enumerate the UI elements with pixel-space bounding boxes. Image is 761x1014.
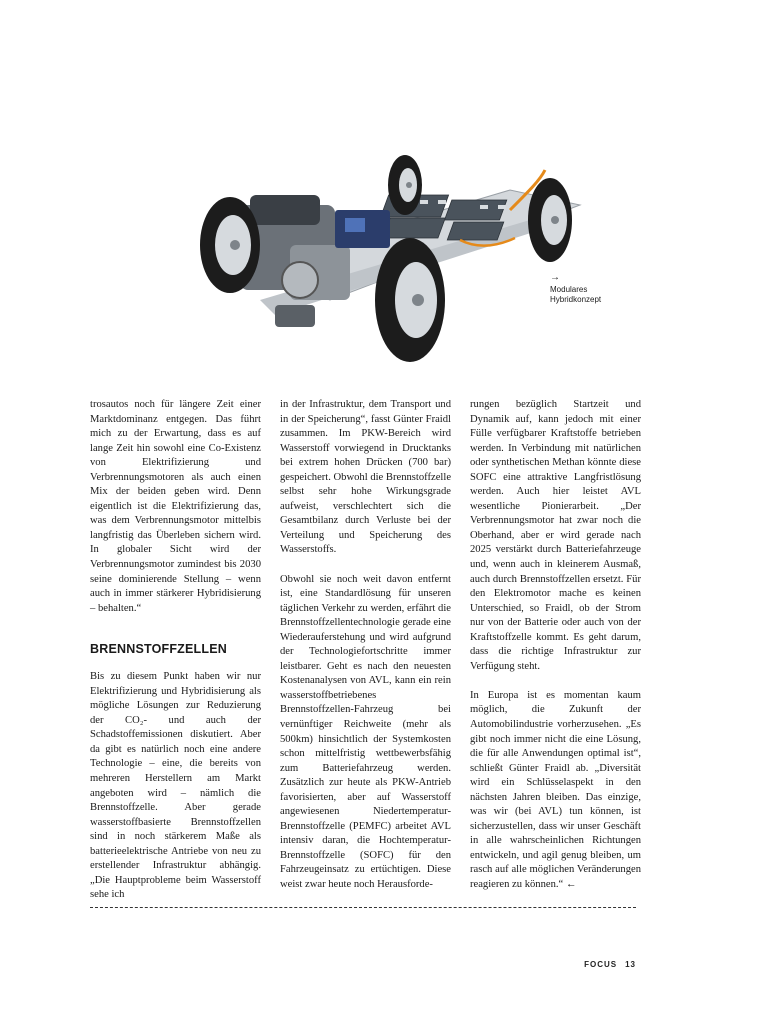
page-number: 13 <box>625 960 636 969</box>
magazine-name: FOCUS <box>584 960 618 969</box>
paragraph: rungen bezüglich Startzeit und Dynamik auf, kann jedoch mit einer Fülle verfügbarer Kraftstoffe betrieben werden. In Verbindung mit natürlichen oder synthetischen Methan könnte diese SOFC eine attraktive Langfristlösung werden. Auch hier leistet AVL wesentliche Pionierarbeit. „Der Verbrennungsmotor hat zwar noch die Oberhand, aber er wird gerade nach 2025 verstärkt durch Batteriefahrzeuge und, wenn auch in kleinerem Ausmaß, auch durch Brennstoffzellen ersetzt. Für den Elektromotor mache es keinen Unterschied, so Fraidl, ob der Strom nur von der Batterie oder auch von der Kraftstoffzelle kommt. Es geht darum, dass die richtige Infrastruktur zur Verfügung steht. <box>470 399 641 672</box>
paragraph: trosautos noch für längere Zeit einer Marktdominanz entgegen. Das führt mich zu der Erwartung, dass es auf lange Zeit hin sowohl eine Co-Existenz von Elektrifizierung und Verbrennungsmotoren als auch einen Mix der beiden geben wird. Denn eigentlich ist die Elektrifizierung das, was dem Verbrennungsmotor mittelbis langfristig das Überleben sichern wird. In globaler Sicht wird der Verbrennungsmotor zumindest bis 2030 seine dominierende Stellung – wenn auch in immer stärkerer Hybridisierung – behalten.“ <box>90 399 261 614</box>
figure-caption <box>550 273 640 305</box>
section-heading: BRENNSTOFFZELLEN <box>90 642 227 657</box>
paragraph: In Europa ist es momentan kaum möglich, die Zukunft der Automobilindustrie vorherzusehen. „Es gibt noch immer nicht die eine Lösung, die für alle Anwendungen optimal ist“, schließt Günter Fraidl ab. „Diversität wird ein Schlüsselaspekt in den nächsten Jahren bleiben. Das einzige, was wir (bei AVL) tun können, ist sicherzustellen, dass wir unser Geschäft in alle wahrscheinlichen Richtungen entwickeln, und agil genug bleiben, um rasch auf alle möglichen Veränderungen reagieren zu können.“ ← <box>470 689 641 890</box>
article-column-2 <box>280 398 451 893</box>
arrow-right-icon: → <box>550 272 560 283</box>
bottom-rule <box>90 907 636 908</box>
paragraph: Obwohl sie noch weit davon entfernt ist, eine Standardlösung für unseren täglichen Verkehr zu werden, erfährt die Brennstoffzellentechnologie gerade eine Wiederauferstehung und wird aufgrund der Technologiefortschritte immer leistbarer. Geht es nach den neuesten Kostenanalysen von AVL, kann ein rein wasserstoffbetriebenes Brennstoffzellen-Fahrzeug bei vernünftiger Reichweite (mehr als 500km) hinsichtlich der Systemkosten schon mittelfristig wettbewerbsfähig zum Batteriefahrzeug werden. Zusätzlich zur heute als PKW-Antrieb favorisierten, aber auf Wasserstoff angewiesenen Niedertemperatur-Brennstoffzelle (PEMFC) arbeitet AVL intensiv daran, die Hochtemperatur-Brennstoffzelle (SOFC) für den Fahrzeugeinsatz zu ertüchtigen. Diese weist zwar heute noch Herausforde- <box>280 573 451 890</box>
article-column-1 <box>90 398 261 903</box>
paragraph: in der Infrastruktur, dem Transport und in der Speicherung“, fasst Günter Fraidl zusammen. Im PKW-Bereich wird Wasserstoff vorwiegend in Drucktanks bei extrem hohen Drücken (700 bar) gespeichert. Obwohl die Brennstoffzelle selbst sehr hohe Wirkungsgrade aufweist, verschlechtert sich die Gesamtbilanz durch Verluste bei der Verteilung und Speicherung des Wasserstoffs. <box>280 399 452 556</box>
caption-text: Modulares Hybridkonzept <box>550 285 602 304</box>
page-footer <box>584 960 636 969</box>
chassis-illustration <box>180 150 600 390</box>
paragraph: Bis zu diesem Punkt haben wir nur Elektrifizierung und Hybridisierung als mögliche Lösungen zur Reduzierung der CO₂- und auch der Schadstoffemissionen diskutiert. Aber da gibt es natürlich noch eine andere Technologie – eine, die bereits von mehreren Herstellern am Markt angeboten wird – nämlich die Brennstoffzelle. Aber gerade wasserstoffbasierte Brennstoffzellen sind in noch stärkerem Maße als batterieelektrische Antriebe von neu zu erstellender Infrastruktur abhängig. „Die Hauptprobleme beim Wasserstoff sehe ich <box>90 671 261 901</box>
article-column-3 <box>470 398 641 893</box>
